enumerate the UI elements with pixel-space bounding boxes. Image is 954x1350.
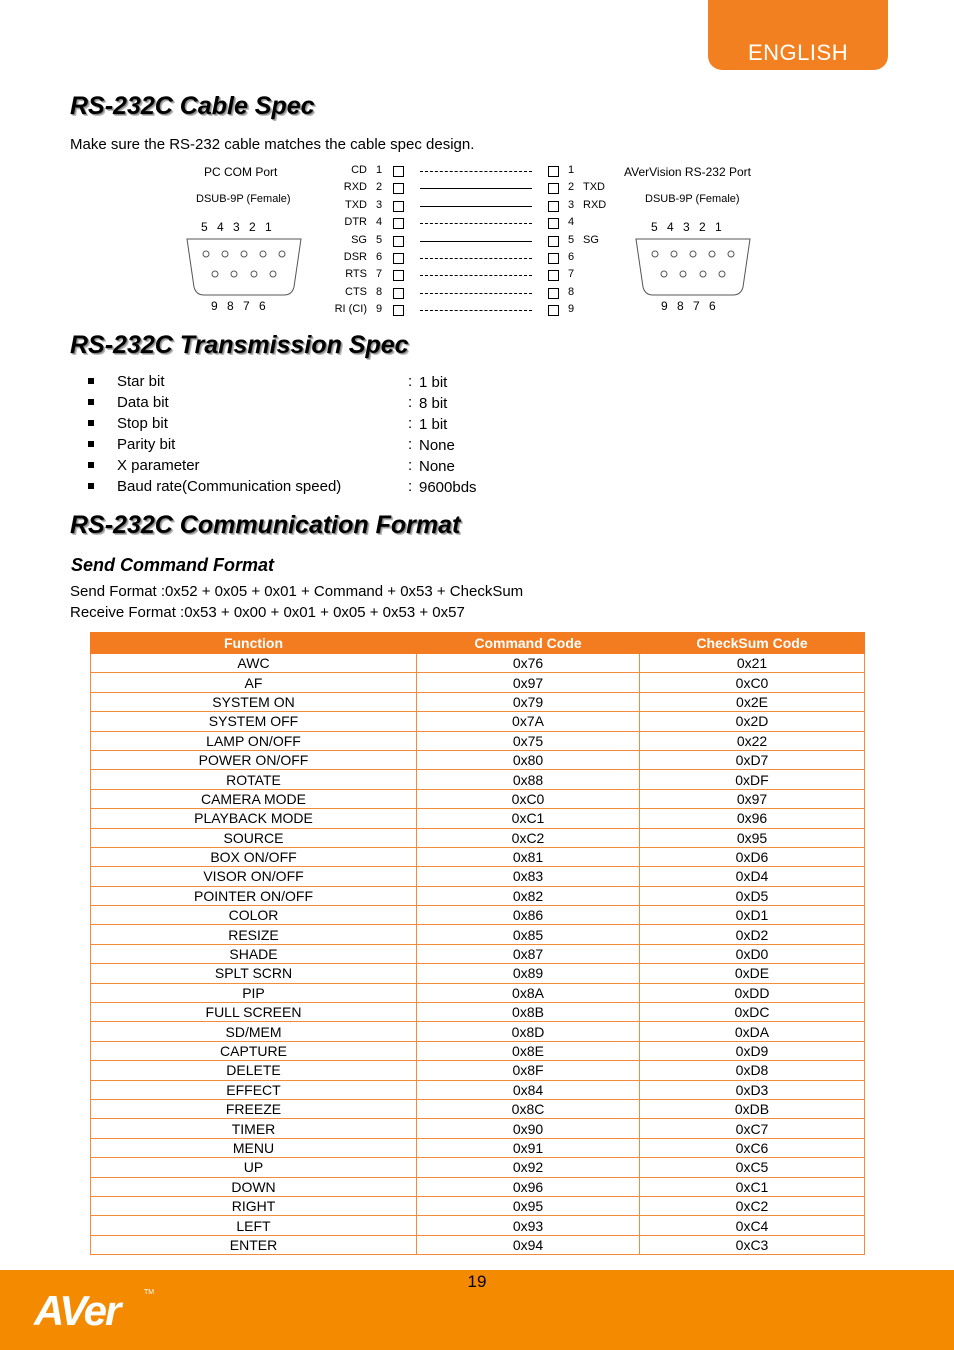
table-row [91, 750, 865, 769]
communication-format-title: RS-232C Communication Format [70, 511, 461, 539]
pin-left-label: CD [351, 164, 367, 176]
pin-left-box [393, 253, 404, 264]
header-checksum-code: CheckSum Code [640, 633, 865, 654]
pin-left-label: SG [351, 233, 367, 246]
pin-right-box [548, 288, 559, 299]
aver-logo: AVer [34, 1287, 120, 1334]
transmission-spec-list [88, 372, 588, 498]
pin-left-number: 6 [376, 251, 383, 263]
table-row [91, 1158, 865, 1177]
left-dsub-connector-icon [186, 237, 302, 299]
checksum-code-cell: 0xD9 [640, 1041, 865, 1060]
spec-value: 9600bds [419, 479, 477, 496]
command-code-cell: 0x91 [417, 1138, 640, 1157]
checksum-code-cell: 0xC0 [640, 673, 865, 692]
function-cell: SYSTEM ON [91, 692, 417, 711]
right-port-bottom-pins: 9 8 7 6 [661, 299, 716, 313]
pin-right-box [548, 183, 559, 194]
function-cell: CAMERA MODE [91, 789, 417, 808]
cable-spec-intro: Make sure the RS-232 cable matches the cable spec design. [70, 136, 475, 153]
function-cell: BOX ON/OFF [91, 847, 417, 866]
pin-right-number: 5 [568, 233, 575, 246]
spec-value: None [419, 458, 455, 475]
checksum-code-cell: 0xDC [640, 1003, 865, 1022]
checksum-code-cell: 0x21 [640, 654, 865, 673]
function-cell: SPLT SCRN [91, 964, 417, 983]
right-port-title: AVerVision RS-232 Port [624, 165, 751, 179]
spec-colon: : [408, 394, 413, 411]
pin-left-number: 8 [376, 285, 383, 298]
language-tab-label: ENGLISH [748, 40, 849, 65]
pin-left-box [393, 305, 404, 316]
pin-left-number: 1 [376, 164, 383, 176]
bullet-icon [88, 483, 94, 489]
pin-right-number: 2 [568, 181, 575, 194]
function-cell: MENU [91, 1138, 417, 1157]
table-row [91, 847, 865, 866]
page-number: 19 [467, 1272, 487, 1291]
table-row [91, 1080, 865, 1099]
command-code-cell: 0x94 [417, 1235, 640, 1254]
command-code-cell: 0x84 [417, 1080, 640, 1099]
spec-label: Stop bit [117, 415, 168, 432]
pin-left-box [393, 288, 404, 299]
pin-left-number: 4 [376, 216, 383, 229]
function-cell: SD/MEM [91, 1022, 417, 1041]
pin-right-label: TXD [583, 181, 605, 194]
function-cell: POWER ON/OFF [91, 750, 417, 769]
table-row [91, 1177, 865, 1196]
pin-left-number: 3 [376, 198, 383, 211]
command-code-cell: 0x97 [417, 673, 640, 692]
spec-value: 8 bit [419, 395, 448, 412]
right-port-connector: DSUB-9P (Female) [645, 193, 740, 205]
wire-unconnected [420, 293, 532, 294]
table-row [91, 1216, 865, 1235]
command-code-cell: 0x87 [417, 944, 640, 963]
table-row [91, 867, 865, 886]
table-row [91, 1061, 865, 1080]
pin-right-number: 7 [568, 268, 575, 281]
bullet-icon [88, 462, 94, 468]
function-cell: DELETE [91, 1061, 417, 1080]
command-code-cell: 0x76 [417, 654, 640, 673]
pin-right-box [548, 253, 559, 264]
pin-left-box [393, 201, 404, 212]
checksum-code-cell: 0x2D [640, 712, 865, 731]
function-cell: SHADE [91, 944, 417, 963]
command-code-cell: 0x92 [417, 1158, 640, 1177]
wire-unconnected [420, 275, 532, 276]
checksum-code-cell: 0xDA [640, 1022, 865, 1041]
table-row [91, 1119, 865, 1138]
command-code-cell: 0x85 [417, 925, 640, 944]
spec-item [88, 456, 588, 477]
checksum-code-cell: 0xDB [640, 1099, 865, 1118]
function-cell: RESIZE [91, 925, 417, 944]
pin-left-label: DSR [343, 251, 367, 263]
table-row [91, 770, 865, 789]
function-cell: LEFT [91, 1216, 417, 1235]
header-function: Function [91, 633, 417, 654]
spec-item [88, 393, 588, 414]
spec-value: 1 bit [419, 374, 448, 391]
table-row [91, 828, 865, 847]
pin-left-label: TXD [345, 198, 367, 211]
checksum-code-cell: 0xDF [640, 770, 865, 789]
pin-right-number: 4 [568, 216, 575, 229]
wire-connected [420, 188, 532, 189]
left-port-top-pins: 5 4 3 2 1 [201, 220, 272, 234]
command-code-cell: 0x7A [417, 712, 640, 731]
pin-right-number: 8 [568, 285, 575, 298]
spec-colon: : [408, 415, 413, 432]
function-cell: ROTATE [91, 770, 417, 789]
command-code-cell: 0x88 [417, 770, 640, 789]
table-row [91, 712, 865, 731]
pin-right-box [548, 166, 559, 177]
pin-left-label: RTS [345, 268, 367, 281]
spec-label: Parity bit [117, 436, 176, 453]
receive-format: Receive Format :0x53 + 0x00 + 0x01 + 0x05 + 0x53 + 0x57 [70, 604, 465, 621]
checksum-code-cell: 0xD1 [640, 906, 865, 925]
table-row [91, 731, 865, 750]
pin-right-box [548, 236, 559, 247]
function-cell: LAMP ON/OFF [91, 731, 417, 750]
spec-item [88, 435, 588, 456]
command-code-cell: 0xC0 [417, 789, 640, 808]
pin-left-number: 9 [376, 303, 383, 316]
send-format: Send Format :0x52 + 0x05 + 0x01 + Command + 0x53 + CheckSum [70, 583, 524, 600]
function-cell: AF [91, 673, 417, 692]
pin-left-number: 7 [376, 268, 383, 281]
command-code-cell: 0x75 [417, 731, 640, 750]
spec-value: 1 bit [419, 416, 448, 433]
transmission-spec-title: RS-232C Transmission Spec [70, 331, 409, 359]
cable-spec-title: RS-232C Cable Spec [70, 92, 315, 120]
pin-left-box [393, 183, 404, 194]
pin-right-box [548, 270, 559, 281]
command-code-cell: 0x90 [417, 1119, 640, 1138]
checksum-code-cell: 0x2E [640, 692, 865, 711]
pin-left-box [393, 270, 404, 281]
command-code-cell: 0x79 [417, 692, 640, 711]
pin-right-number: 1 [568, 164, 575, 176]
checksum-code-cell: 0x97 [640, 789, 865, 808]
bullet-icon [88, 399, 94, 405]
checksum-code-cell: 0xC3 [640, 1235, 865, 1254]
checksum-code-cell: 0xC2 [640, 1196, 865, 1215]
command-table [90, 632, 865, 1255]
pin-left-label: RXD [343, 181, 367, 194]
function-cell: RIGHT [91, 1196, 417, 1215]
function-cell: CAPTURE [91, 1041, 417, 1060]
checksum-code-cell: 0xC4 [640, 1216, 865, 1235]
wire-unconnected [420, 310, 532, 311]
pin-right-number: 9 [568, 303, 575, 316]
command-code-cell: 0x96 [417, 1177, 640, 1196]
checksum-code-cell: 0xDE [640, 964, 865, 983]
spec-colon: : [408, 478, 413, 495]
left-port-connector: DSUB-9P (Female) [196, 193, 291, 205]
checksum-code-cell: 0xD2 [640, 925, 865, 944]
pin-left-box [393, 166, 404, 177]
checksum-code-cell: 0xDD [640, 983, 865, 1002]
table-row [91, 809, 865, 828]
checksum-code-cell: 0xC5 [640, 1158, 865, 1177]
table-row [91, 1235, 865, 1254]
right-dsub-connector-icon [635, 237, 751, 299]
function-cell: PIP [91, 983, 417, 1002]
command-code-cell: 0xC1 [417, 809, 640, 828]
table-row [91, 789, 865, 808]
wire-connected [420, 241, 532, 242]
table-row [91, 925, 865, 944]
command-code-cell: 0x86 [417, 906, 640, 925]
pin-right-number: 3 [568, 198, 575, 211]
function-cell: DOWN [91, 1177, 417, 1196]
function-cell: VISOR ON/OFF [91, 867, 417, 886]
spec-label: Baud rate(Communication speed) [117, 478, 342, 495]
table-row [91, 1003, 865, 1022]
table-row [91, 1099, 865, 1118]
pin-left-number: 2 [376, 181, 383, 194]
bullet-icon [88, 441, 94, 447]
table-row [91, 654, 865, 673]
table-row [91, 886, 865, 905]
table-row [91, 906, 865, 925]
left-port-bottom-pins: 9 8 7 6 [211, 299, 266, 313]
checksum-code-cell: 0x96 [640, 809, 865, 828]
pin-right-label: RXD [583, 198, 607, 211]
command-code-cell: 0x83 [417, 867, 640, 886]
spec-label: Star bit [117, 373, 165, 390]
table-row [91, 1196, 865, 1215]
bullet-icon [88, 378, 94, 384]
function-cell: ENTER [91, 1235, 417, 1254]
spec-value: None [419, 437, 455, 454]
table-row [91, 1041, 865, 1060]
function-cell: FREEZE [91, 1099, 417, 1118]
checksum-code-cell: 0xD5 [640, 886, 865, 905]
checksum-code-cell: 0xC7 [640, 1119, 865, 1138]
pin-right-box [548, 305, 559, 316]
checksum-code-cell: 0xD8 [640, 1061, 865, 1080]
command-code-cell: 0x8A [417, 983, 640, 1002]
send-command-subtitle: Send Command Format [71, 555, 275, 575]
table-row [91, 964, 865, 983]
left-port-title: PC COM Port [204, 165, 278, 179]
language-tab [708, 0, 888, 70]
wire-connected [420, 206, 532, 207]
pin-right-label: SG [583, 233, 599, 246]
function-cell: SYSTEM OFF [91, 712, 417, 731]
command-code-cell: 0x8C [417, 1099, 640, 1118]
spec-colon: : [408, 457, 413, 474]
function-cell: TIMER [91, 1119, 417, 1138]
spec-label: Data bit [117, 394, 169, 411]
pin-right-box [548, 218, 559, 229]
command-code-cell: 0x8F [417, 1061, 640, 1080]
function-cell: UP [91, 1158, 417, 1177]
command-code-cell: 0x8E [417, 1041, 640, 1060]
function-cell: FULL SCREEN [91, 1003, 417, 1022]
checksum-code-cell: 0xD0 [640, 944, 865, 963]
command-code-cell: 0x82 [417, 886, 640, 905]
wire-unconnected [420, 223, 532, 224]
table-row [91, 692, 865, 711]
checksum-code-cell: 0xD7 [640, 750, 865, 769]
function-cell: SOURCE [91, 828, 417, 847]
bullet-icon [88, 420, 94, 426]
command-code-cell: 0x93 [417, 1216, 640, 1235]
spec-colon: : [408, 436, 413, 453]
function-cell: EFFECT [91, 1080, 417, 1099]
right-port-top-pins: 5 4 3 2 1 [651, 220, 722, 234]
table-row [91, 944, 865, 963]
spec-item [88, 414, 588, 435]
checksum-code-cell: 0xD3 [640, 1080, 865, 1099]
command-code-cell: 0x89 [417, 964, 640, 983]
spec-label: X parameter [117, 457, 200, 474]
spec-item [88, 477, 588, 498]
spec-colon: : [408, 373, 413, 390]
table-row [91, 983, 865, 1002]
pin-left-label: RI (CI) [334, 303, 367, 316]
pin-right-box [548, 201, 559, 212]
command-code-cell: 0xC2 [417, 828, 640, 847]
pin-right-number: 6 [568, 251, 575, 263]
command-code-cell: 0x80 [417, 750, 640, 769]
checksum-code-cell: 0x22 [640, 731, 865, 750]
pin-left-label: CTS [345, 285, 367, 298]
pin-left-label: DTR [344, 216, 367, 229]
trademark-mark: TM [144, 1289, 155, 1296]
pin-left-number: 5 [376, 233, 383, 246]
function-cell: POINTER ON/OFF [91, 886, 417, 905]
command-code-cell: 0x81 [417, 847, 640, 866]
pin-left-box [393, 218, 404, 229]
wire-unconnected [420, 258, 532, 259]
pin-left-box [393, 236, 404, 247]
function-cell: COLOR [91, 906, 417, 925]
command-code-cell: 0x95 [417, 1196, 640, 1215]
function-cell: AWC [91, 654, 417, 673]
function-cell: PLAYBACK MODE [91, 809, 417, 828]
table-row [91, 1022, 865, 1041]
command-code-cell: 0x8B [417, 1003, 640, 1022]
checksum-code-cell: 0xC6 [640, 1138, 865, 1157]
checksum-code-cell: 0xC1 [640, 1177, 865, 1196]
header-command-code: Command Code [417, 633, 640, 654]
table-row [91, 673, 865, 692]
wire-unconnected [420, 171, 532, 172]
table-row [91, 1138, 865, 1157]
spec-item [88, 372, 588, 393]
checksum-code-cell: 0xD4 [640, 867, 865, 886]
command-code-cell: 0x8D [417, 1022, 640, 1041]
checksum-code-cell: 0xD6 [640, 847, 865, 866]
checksum-code-cell: 0x95 [640, 828, 865, 847]
